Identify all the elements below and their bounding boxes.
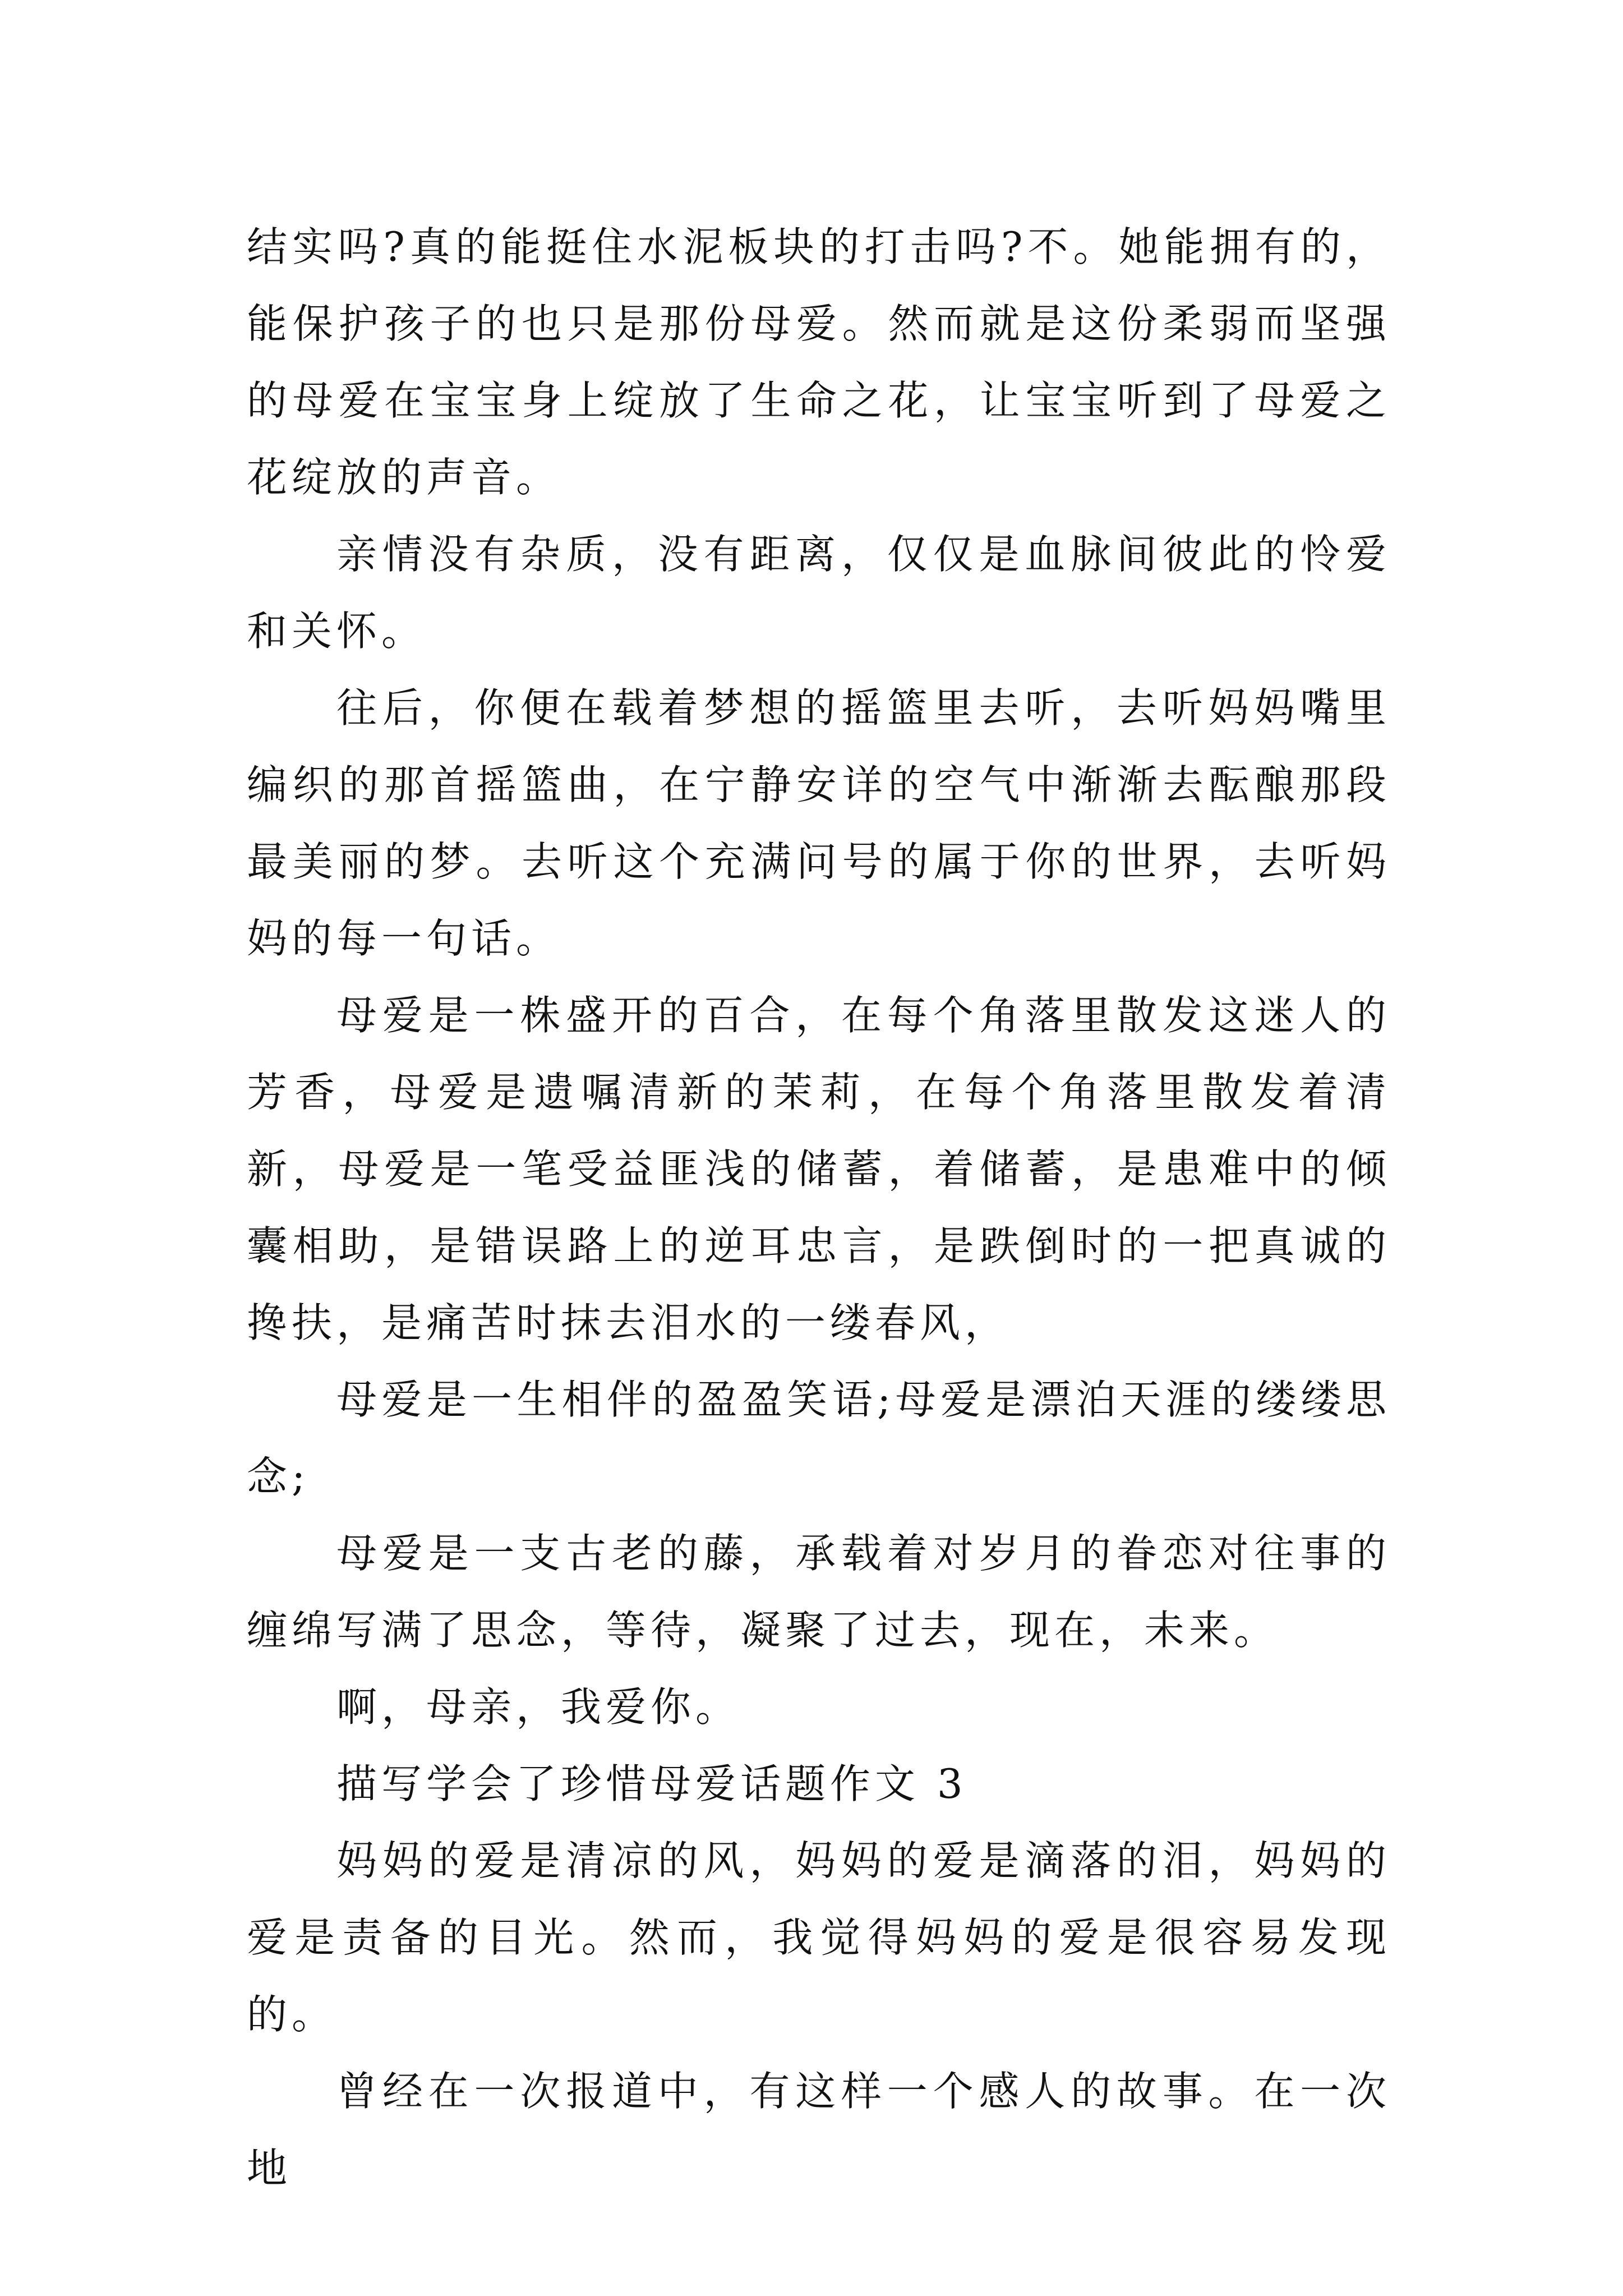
paragraph-9: 曾经在一次报道中，有这样一个感人的故事。在一次地 [247, 2068, 1391, 2192]
paragraph-4: 母爱是一株盛开的百合，在每个角落里散发这迷人的芳香，母爱是遗嘱清新的茉莉，在每个角落里散发着清新，母爱是一笔受益匪浅的储蓄，着储蓄，是患难中的倾囊相助，是错误路上的逆耳忠言，是跌倒时的一把真诚的搀扶，是痛苦时抹去泪水的一缕春风， [247, 992, 1391, 1346]
paragraph-5: 母爱是一生相伴的盈盈笑语;母爱是漂泊天涯的缕缕思念; [247, 1376, 1391, 1500]
paragraph-8: 妈妈的爱是清凉的风，妈妈的爱是滴落的泪，妈妈的爱是责备的目光。然而，我觉得妈妈的爱是很容易发现的。 [247, 1837, 1391, 2038]
paragraph-6: 母爱是一支古老的藤，承载着对岁月的眷恋对往事的缠绵写满了思念，等待，凝聚了过去，现在，未来。 [247, 1530, 1391, 1654]
paragraph-1: 结实吗?真的能挺住水泥板块的打击吗?不。她能拥有的，能保护孩子的也只是那份母爱。然而就是这份柔弱而坚强的母爱在宝宝身上绽放了生命之花，让宝宝听到了母爱之花绽放的声音。 [247, 223, 1391, 501]
paragraph-3: 往后，你便在载着梦想的摇篮里去听，去听妈妈嘴里编织的那首摇篮曲，在宁静安详的空气中渐渐去酝酿那段最美丽的梦。去听这个充满问号的属于你的世界，去听妈妈的每一句话。 [247, 684, 1391, 962]
essay-heading: 描写学会了珍惜母爱话题作文 3 [336, 1760, 967, 1807]
document-body [247, 209, 1391, 2207]
paragraph-2: 亲情没有杂质，没有距离，仅仅是血脉间彼此的怜爱和关怀。 [247, 531, 1391, 655]
paragraph-7: 啊，母亲，我爱你。 [336, 1683, 741, 1731]
